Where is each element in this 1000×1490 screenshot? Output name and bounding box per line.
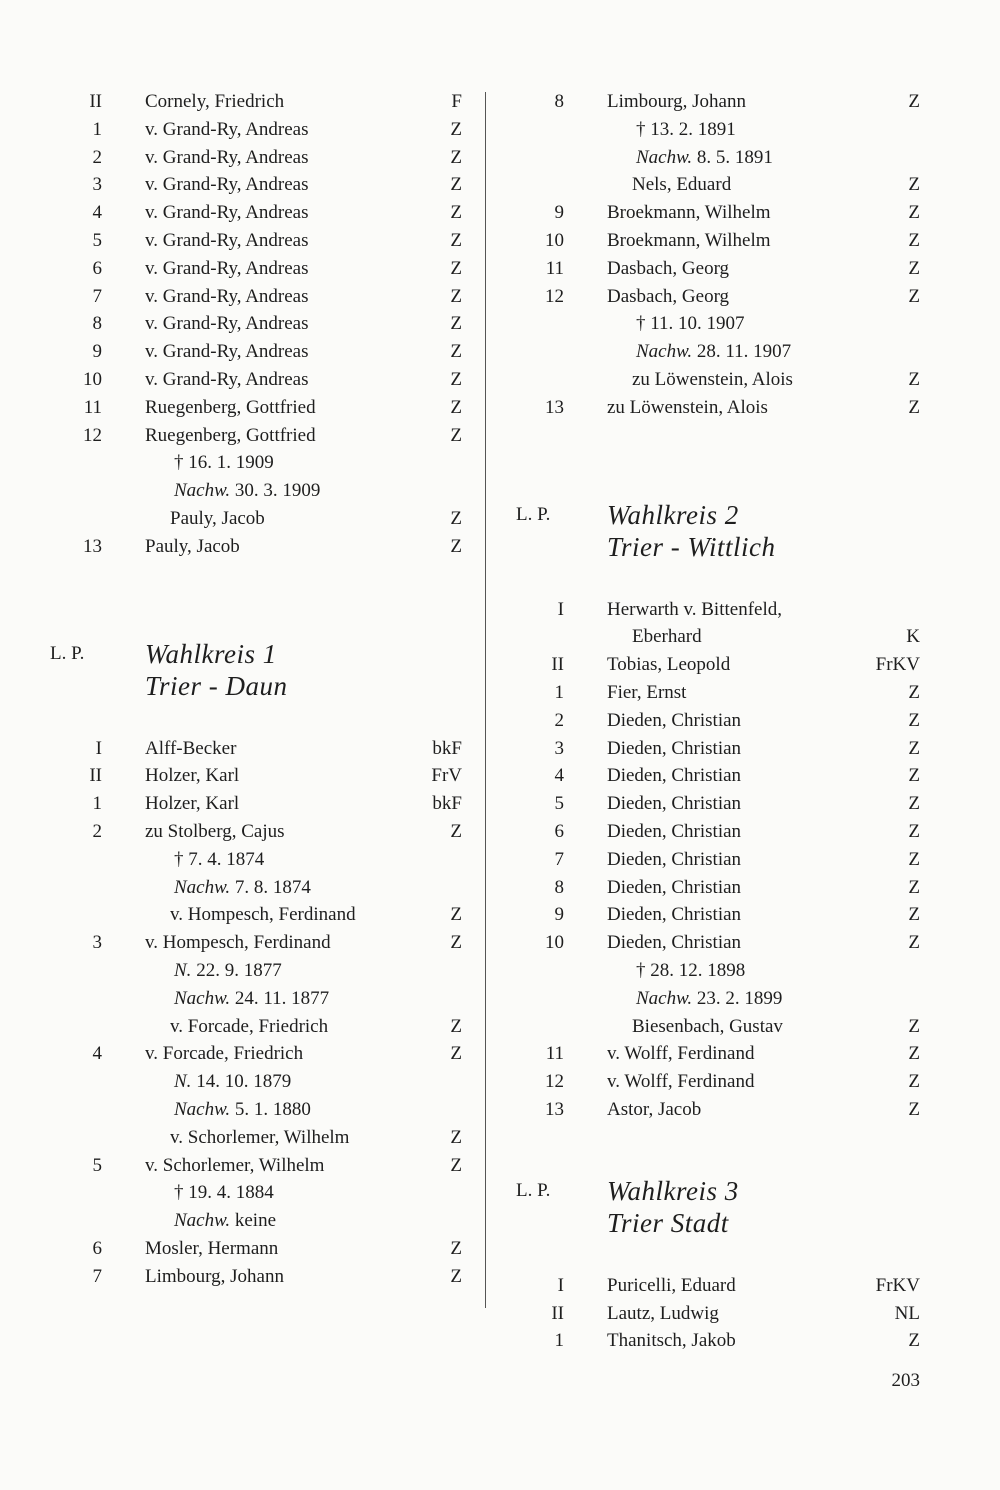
entry-number: 1 xyxy=(554,1330,564,1352)
entry-party: K xyxy=(906,626,920,648)
table-row xyxy=(512,929,920,957)
entry-number: 1 xyxy=(92,793,102,815)
entry-party: Z xyxy=(908,91,920,112)
entry-name: Broekmann, Wilhelm xyxy=(607,229,771,251)
table-row xyxy=(50,1179,470,1207)
entry-party: Z xyxy=(908,765,920,787)
entry-number: 2 xyxy=(92,146,102,168)
table-row xyxy=(512,366,920,394)
entry-party: FrV xyxy=(431,765,462,787)
entry-name: Nachw. 30. 3. 1909 xyxy=(174,480,321,502)
entry-party: F xyxy=(451,91,462,112)
entry-party: Z xyxy=(450,368,462,390)
entry-name: Dieden, Christian xyxy=(607,876,742,898)
entry-name: N. 22. 9. 1877 xyxy=(174,959,282,981)
entry-name: Dieden, Christian xyxy=(607,932,742,954)
entry-name: Broekmann, Wilhelm xyxy=(607,202,771,224)
table-row xyxy=(50,1263,470,1291)
table-row xyxy=(50,1124,470,1152)
table-row xyxy=(50,929,470,957)
table-row xyxy=(512,874,920,902)
entry-name: v. Grand-Ry, Andreas xyxy=(145,146,309,168)
table-row xyxy=(512,338,920,366)
entry-party: Z xyxy=(908,368,920,390)
entry-party: FrKV xyxy=(875,654,920,676)
table-row xyxy=(50,1013,470,1041)
entry-number: 4 xyxy=(554,765,564,787)
table-row xyxy=(50,116,470,144)
table-row xyxy=(50,1235,470,1263)
entry-name: Herwarth v. Bittenfeld, xyxy=(607,598,782,620)
table-row xyxy=(512,846,920,874)
entry-name: Dieden, Christian xyxy=(607,737,742,759)
entry-name: Nachw. 23. 2. 1899 xyxy=(636,987,783,1009)
entry-name: v. Hompesch, Ferdinand xyxy=(145,932,331,954)
entry-name: v. Grand-Ry, Andreas xyxy=(145,174,309,196)
table-row xyxy=(512,1040,920,1068)
entry-number: 11 xyxy=(545,257,564,279)
entry-party: FrKV xyxy=(875,1274,920,1296)
table-row xyxy=(50,874,470,902)
table-row xyxy=(512,623,920,651)
table-row xyxy=(50,255,470,283)
table-row xyxy=(50,477,470,505)
table-row xyxy=(512,1013,920,1041)
entry-party: Z xyxy=(450,535,462,557)
entry-party: Z xyxy=(908,709,920,731)
entry-name: Fier, Ernst xyxy=(607,681,687,703)
entry-name: Pauly, Jacob xyxy=(145,535,240,557)
entry-name: Nachw. 28. 11. 1907 xyxy=(636,341,792,363)
table-row xyxy=(512,88,920,116)
table-row xyxy=(50,533,470,561)
entry-name: Dieden, Christian xyxy=(607,765,742,787)
entry-name: Nachw. 5. 1. 1880 xyxy=(174,1098,311,1120)
right-column xyxy=(512,88,920,1355)
entry-party: Z xyxy=(450,229,462,251)
entry-name: Dasbach, Georg xyxy=(607,257,730,279)
entry-name: Dieden, Christian xyxy=(607,793,742,815)
table-row xyxy=(512,901,920,929)
table-row xyxy=(50,88,470,116)
table-row xyxy=(512,310,920,338)
entry-name: Dieden, Christian xyxy=(607,904,742,926)
entry-party: Z xyxy=(450,202,462,224)
entry-number: 10 xyxy=(545,229,564,251)
entry-name: Mosler, Hermann xyxy=(145,1237,279,1259)
entry-number: 10 xyxy=(83,368,102,390)
entry-party: Z xyxy=(908,1071,920,1093)
entry-name: Dieden, Christian xyxy=(607,709,742,731)
entry-number: 3 xyxy=(554,737,564,759)
entry-party: Z xyxy=(908,285,920,307)
table-row xyxy=(512,171,920,199)
table-row xyxy=(50,1152,470,1180)
entry-party: bkF xyxy=(432,737,462,759)
entry-number: 8 xyxy=(554,91,564,112)
table-row xyxy=(50,283,470,311)
entry-name: v. Forcade, Friedrich xyxy=(170,1015,329,1037)
entry-name: v. Grand-Ry, Andreas xyxy=(145,118,309,140)
entry-number: 2 xyxy=(92,820,102,842)
section-title: Wahlkreis 3 xyxy=(607,1175,739,1206)
entry-number: 10 xyxy=(545,932,564,954)
page-number: 203 xyxy=(891,1370,920,1391)
entry-number: II xyxy=(89,765,102,787)
entry-number: 12 xyxy=(545,1071,564,1093)
entry-party: Z xyxy=(908,174,920,196)
entry-number: 4 xyxy=(92,1043,102,1065)
entry-number: 9 xyxy=(554,904,564,926)
entry-party: Z xyxy=(908,793,920,815)
table-row xyxy=(512,596,920,624)
entry-party: Z xyxy=(450,424,462,446)
entry-name: † 19. 4. 1884 xyxy=(174,1182,274,1204)
entry-party: Z xyxy=(908,848,920,870)
section-subtitle: Trier Stadt xyxy=(607,1207,729,1238)
table-row xyxy=(50,449,470,477)
entry-number: 3 xyxy=(92,932,102,954)
table-row xyxy=(512,679,920,707)
entry-party: Z xyxy=(450,257,462,279)
entry-number: 13 xyxy=(83,535,102,557)
entry-number: I xyxy=(557,1274,564,1296)
entry-name: v. Wolff, Ferdinand xyxy=(607,1071,755,1093)
entry-name: v. Hompesch, Ferdinand xyxy=(170,904,356,926)
table-row xyxy=(50,366,470,394)
entry-list xyxy=(50,88,470,561)
entry-party: Z xyxy=(908,876,920,898)
entry-name: † 28. 12. 1898 xyxy=(636,959,746,981)
entry-number: 6 xyxy=(92,257,102,279)
entry-number: 7 xyxy=(554,848,564,870)
entry-number: 9 xyxy=(554,202,564,224)
entry-number: 7 xyxy=(92,285,102,307)
entry-name: Dasbach, Georg xyxy=(607,285,730,307)
table-row xyxy=(512,255,920,283)
entry-party: Z xyxy=(450,285,462,307)
entry-list xyxy=(50,735,470,1291)
entry-number: 12 xyxy=(83,424,102,446)
entry-party: Z xyxy=(908,904,920,926)
table-row xyxy=(512,818,920,846)
table-row xyxy=(50,735,470,763)
entry-name: v. Grand-Ry, Andreas xyxy=(145,285,309,307)
table-row xyxy=(50,505,470,533)
entry-name: † 16. 1. 1909 xyxy=(174,452,274,474)
entry-name: Tobias, Leopold xyxy=(607,654,731,676)
entry-name: v. Grand-Ry, Andreas xyxy=(145,313,309,335)
entry-party: Z xyxy=(908,396,920,418)
table-row xyxy=(512,651,920,679)
lp-label: L. P. xyxy=(516,1179,551,1201)
entry-name: † 7. 4. 1874 xyxy=(174,848,265,870)
entry-party: Z xyxy=(450,1015,462,1037)
entry-name: zu Löwenstein, Alois xyxy=(632,368,793,390)
section-title: Wahlkreis 2 xyxy=(607,499,739,530)
table-row xyxy=(50,818,470,846)
entry-name: Dieden, Christian xyxy=(607,820,742,842)
table-row xyxy=(512,283,920,311)
table-row xyxy=(512,1300,920,1328)
entry-number: II xyxy=(551,654,564,676)
entry-name: Puricelli, Eduard xyxy=(607,1274,736,1296)
entry-party: Z xyxy=(908,681,920,703)
entry-name: Nachw. 8. 5. 1891 xyxy=(636,146,773,168)
entry-name: Nels, Eduard xyxy=(632,174,732,196)
entry-party: Z xyxy=(450,341,462,363)
entry-list xyxy=(512,596,920,1124)
entry-party: Z xyxy=(450,396,462,418)
entry-number: 4 xyxy=(92,202,102,224)
entry-name: v. Grand-Ry, Andreas xyxy=(145,368,309,390)
table-row xyxy=(512,1272,920,1300)
entry-name: zu Stolberg, Cajus xyxy=(145,820,285,842)
entry-party: Z xyxy=(908,820,920,842)
entry-party: Z xyxy=(450,1043,462,1065)
table-row xyxy=(512,1068,920,1096)
entry-name: Nachw. 7. 8. 1874 xyxy=(174,876,311,898)
table-row xyxy=(512,144,920,172)
entry-party: Z xyxy=(908,1098,920,1120)
entry-number: 3 xyxy=(92,174,102,196)
table-row xyxy=(512,762,920,790)
entry-name: v. Schorlemer, Wilhelm xyxy=(170,1126,350,1148)
entry-number: II xyxy=(551,1302,564,1324)
entry-party: Z xyxy=(450,1237,462,1259)
table-row xyxy=(50,1068,470,1096)
entry-number: 7 xyxy=(92,1265,102,1287)
entry-name: Limbourg, Johann xyxy=(607,91,746,112)
lp-label: L. P. xyxy=(50,642,85,664)
entry-name: Alff-Becker xyxy=(145,737,237,759)
entry-name: Nachw. 24. 11. 1877 xyxy=(174,987,330,1009)
entry-number: 2 xyxy=(554,709,564,731)
entry-name: Nachw. keine xyxy=(174,1210,277,1232)
entry-party: Z xyxy=(908,737,920,759)
entry-party: NL xyxy=(894,1302,920,1324)
entry-number: 5 xyxy=(92,1154,102,1176)
left-column xyxy=(50,88,470,1290)
entry-party: Z xyxy=(908,1015,920,1037)
entry-party: Z xyxy=(450,146,462,168)
entry-list xyxy=(512,88,920,422)
table-row xyxy=(50,199,470,227)
entry-number: 13 xyxy=(545,1098,564,1120)
table-row xyxy=(50,310,470,338)
entry-party: Z xyxy=(450,1154,462,1176)
entry-name: v. Grand-Ry, Andreas xyxy=(145,341,309,363)
entry-name: Holzer, Karl xyxy=(145,793,240,815)
entry-party: Z xyxy=(450,313,462,335)
table-row xyxy=(512,1096,920,1124)
entry-party: Z xyxy=(908,202,920,224)
entry-party: Z xyxy=(908,229,920,251)
entry-name: Thanitsch, Jakob xyxy=(607,1330,736,1352)
table-row xyxy=(512,985,920,1013)
entry-party: Z xyxy=(450,1265,462,1287)
table-row xyxy=(50,1096,470,1124)
entry-name: v. Schorlemer, Wilhelm xyxy=(145,1154,325,1176)
lp-label: L. P. xyxy=(516,503,551,525)
entry-name: v. Grand-Ry, Andreas xyxy=(145,257,309,279)
entry-party: Z xyxy=(450,904,462,926)
entry-number: 8 xyxy=(92,313,102,335)
entry-number: II xyxy=(89,91,102,112)
entry-name: v. Grand-Ry, Andreas xyxy=(145,229,309,251)
column-divider xyxy=(485,92,486,1308)
section-heading xyxy=(50,639,470,705)
table-row xyxy=(50,790,470,818)
entry-number: 1 xyxy=(92,118,102,140)
table-row xyxy=(512,199,920,227)
entry-number: I xyxy=(557,598,564,620)
entry-party: Z xyxy=(450,174,462,196)
section-heading xyxy=(512,500,920,566)
entry-number: 11 xyxy=(545,1043,564,1065)
entry-number: 9 xyxy=(92,341,102,363)
table-row xyxy=(50,394,470,422)
table-row xyxy=(50,422,470,450)
entry-name: Astor, Jacob xyxy=(607,1098,702,1120)
section-subtitle: Trier - Daun xyxy=(145,670,288,701)
table-row xyxy=(50,171,470,199)
entry-name: Cornely, Friedrich xyxy=(145,91,285,112)
section-title: Wahlkreis 1 xyxy=(145,638,277,669)
table-row xyxy=(512,116,920,144)
table-row xyxy=(512,227,920,255)
entry-name: Lautz, Ludwig xyxy=(607,1302,719,1324)
entry-name: Pauly, Jacob xyxy=(170,507,265,529)
entry-name: v. Wolff, Ferdinand xyxy=(607,1043,755,1065)
entry-list xyxy=(512,1272,920,1355)
entry-number: 6 xyxy=(554,820,564,842)
entry-name: Dieden, Christian xyxy=(607,848,742,870)
table-row xyxy=(50,762,470,790)
table-row xyxy=(50,901,470,929)
entry-number: 1 xyxy=(554,681,564,703)
entry-party: Z xyxy=(908,932,920,954)
table-row xyxy=(512,1327,920,1355)
table-row xyxy=(50,846,470,874)
entry-party: Z xyxy=(908,1330,920,1352)
entry-party: Z xyxy=(450,820,462,842)
entry-name: † 11. 10. 1907 xyxy=(636,313,745,335)
entry-number: 11 xyxy=(83,396,102,418)
table-row xyxy=(50,227,470,255)
entry-party: Z xyxy=(450,1126,462,1148)
entry-party: Z xyxy=(908,257,920,279)
entry-number: 12 xyxy=(545,285,564,307)
section-subtitle: Trier - Wittlich xyxy=(607,531,776,562)
entry-name: Holzer, Karl xyxy=(145,765,240,787)
entry-name: Eberhard xyxy=(632,626,702,648)
entry-number: 13 xyxy=(545,396,564,418)
entry-name: v. Grand-Ry, Andreas xyxy=(145,202,309,224)
entry-number: 5 xyxy=(554,793,564,815)
entry-party: Z xyxy=(450,932,462,954)
entry-party: bkF xyxy=(432,793,462,815)
entry-party: Z xyxy=(908,1043,920,1065)
entry-name: Ruegenberg, Gottfried xyxy=(145,424,316,446)
table-row xyxy=(50,957,470,985)
entry-number: 8 xyxy=(554,876,564,898)
entry-name: Ruegenberg, Gottfried xyxy=(145,396,316,418)
section-heading xyxy=(512,1176,920,1242)
entry-number: I xyxy=(95,737,102,759)
table-row xyxy=(512,957,920,985)
entry-name: † 13. 2. 1891 xyxy=(636,118,736,140)
entry-name: zu Löwenstein, Alois xyxy=(607,396,768,418)
entry-number: 5 xyxy=(92,229,102,251)
table-row xyxy=(50,1207,470,1235)
entry-name: Limbourg, Johann xyxy=(145,1265,284,1287)
table-row xyxy=(50,338,470,366)
table-row xyxy=(512,735,920,763)
table-row xyxy=(50,1040,470,1068)
entry-name: Biesenbach, Gustav xyxy=(632,1015,783,1037)
table-row xyxy=(512,394,920,422)
entry-number: 6 xyxy=(92,1237,102,1259)
entry-party: Z xyxy=(450,507,462,529)
table-row xyxy=(512,707,920,735)
table-row xyxy=(512,790,920,818)
entry-party: Z xyxy=(450,118,462,140)
table-row xyxy=(50,985,470,1013)
entry-name: N. 14. 10. 1879 xyxy=(174,1071,292,1093)
entry-name: v. Forcade, Friedrich xyxy=(145,1043,304,1065)
table-row xyxy=(50,144,470,172)
